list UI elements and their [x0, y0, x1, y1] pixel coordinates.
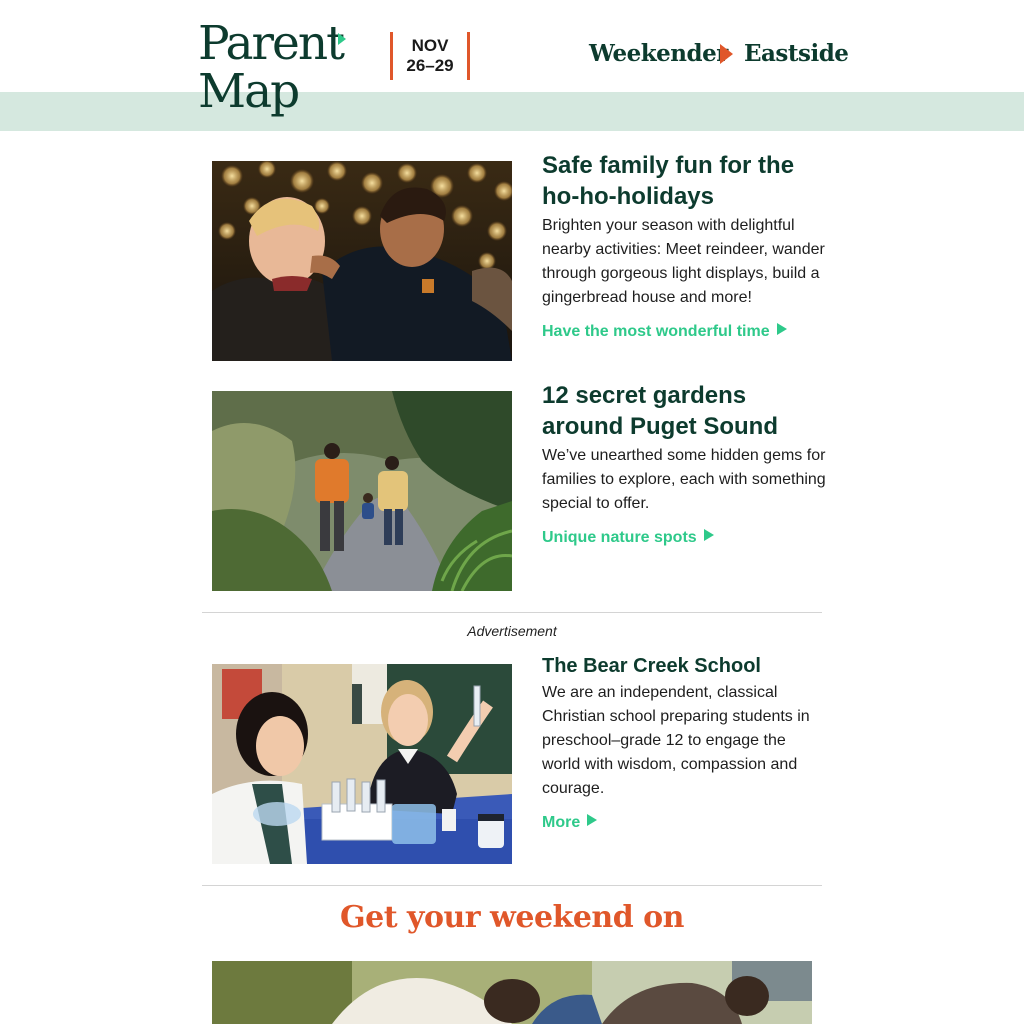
- edition-name: Weekender: [589, 40, 728, 67]
- garden-path-image: [212, 391, 512, 591]
- ad-content: [542, 653, 827, 835]
- arrow-right-icon: [777, 323, 787, 335]
- article-link-label: Unique nature spots: [542, 529, 697, 546]
- article-title[interactable]: Safe family fun for the ho-ho-holidays: [542, 152, 795, 210]
- garden-path-photo[interactable]: [212, 391, 512, 591]
- logo-triangle-icon: [338, 33, 346, 45]
- issue-day-range: 26–29: [406, 56, 454, 75]
- article-link[interactable]: [542, 526, 714, 550]
- weekend-photo[interactable]: [212, 961, 812, 1024]
- holiday-lights-image: [212, 161, 512, 361]
- students-science-image: [212, 664, 512, 864]
- family-outdoors-image: [212, 961, 812, 1024]
- issue-month: NOV: [411, 36, 449, 55]
- header-band: [0, 92, 1024, 131]
- ad-body: We are an independent, classical Christian school preparing students in preschool–grade 12 to engage the world with wisdom, compassion and courage.: [542, 684, 810, 797]
- article-2: [542, 380, 827, 550]
- edition-region: Eastside: [744, 40, 849, 67]
- play-triangle-icon: [720, 44, 733, 64]
- ad-more-label: More: [542, 814, 581, 831]
- ad-title[interactable]: The Bear Creek School: [542, 655, 761, 677]
- article-1: [542, 150, 827, 344]
- ad-more-link[interactable]: [542, 811, 597, 835]
- school-ad-photo[interactable]: [212, 664, 512, 864]
- logo-text-map: Map: [198, 64, 299, 119]
- edition-title: [589, 40, 849, 70]
- article-body: We’ve unearthed some hidden gems for families to explore, each with something special to offer.: [542, 447, 826, 512]
- issue-date: [390, 32, 470, 80]
- arrow-right-icon: [587, 814, 597, 826]
- article-title[interactable]: 12 secret gardens around Puget Sound: [542, 382, 778, 440]
- advertisement-label: Advertisement: [467, 623, 557, 639]
- article-link-label: Have the most wonderful time: [542, 323, 770, 340]
- parentmap-logo[interactable]: [198, 18, 358, 120]
- logo-text-parent: Parent: [198, 16, 343, 71]
- article-body: Brighten your season with delightful nearby activities: Meet reindeer, wander through gorgeous light displays, build a gingerbread house and more!: [542, 217, 825, 306]
- divider: [202, 612, 822, 613]
- divider: [202, 885, 822, 886]
- arrow-right-icon: [704, 529, 714, 541]
- holiday-lights-photo[interactable]: [212, 161, 512, 361]
- section-heading: Get your weekend on: [340, 900, 684, 935]
- article-link[interactable]: [542, 320, 787, 344]
